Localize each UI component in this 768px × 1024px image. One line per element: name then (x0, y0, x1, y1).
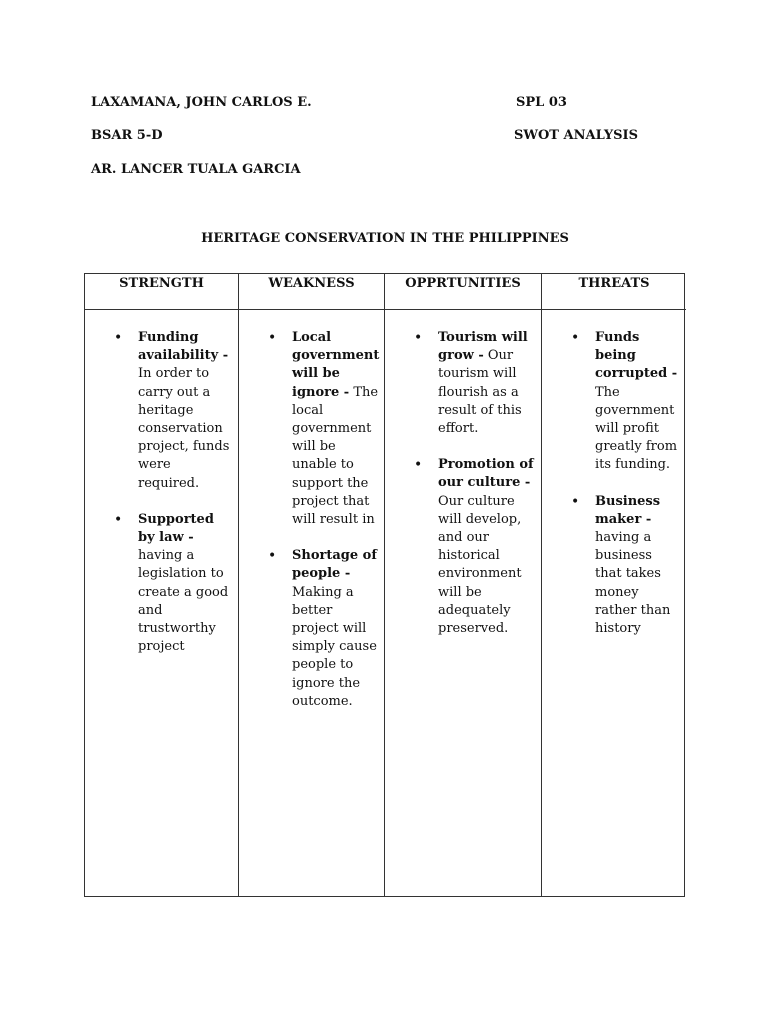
item-text: In order to carry out a heritage conservation project, funds were required. (138, 366, 230, 491)
item-title: Funds being corrupted - (595, 330, 678, 382)
instructor-name: AR. LANCER TUALA GARCIA (91, 162, 301, 177)
item-text: The government will profit greatly from its funding. (595, 384, 678, 473)
weakness-column (238, 274, 384, 896)
document-title: HERITAGE CONSERVATION IN THE PHILIPPINES (201, 231, 569, 246)
item-text: The local government will be unable to support the project that will result in (292, 384, 379, 528)
assignment-title: SWOT ANALYSIS (514, 128, 639, 143)
item-title: Promotion of our culture - (438, 457, 534, 491)
item-title: Shortage of people - (292, 548, 377, 582)
threats-list (542, 310, 686, 638)
item-title: Supported by law - (138, 511, 214, 546)
student-name: LAXAMANA, JOHN CARLOS E. (91, 95, 312, 110)
threats-column (541, 274, 686, 896)
course-code: SPL 03 (516, 95, 567, 110)
list-item (239, 547, 384, 711)
item-title: Business maker - (595, 493, 661, 527)
strength-column (85, 274, 238, 896)
list-item (385, 456, 541, 638)
list-item (385, 329, 541, 438)
strength-heading: STRENGTH (85, 274, 238, 310)
strength-list (85, 310, 238, 656)
item-text: Making a better project will simply cause people to ignore the outcome. (292, 584, 377, 709)
list-item (239, 329, 384, 529)
opportunities-heading: OPPRTUNITIES (385, 274, 541, 310)
item-text: having a legislation to create a good and trustworthy project (138, 548, 229, 655)
list-item (542, 329, 686, 475)
weakness-list (239, 310, 384, 711)
list-item (85, 511, 238, 657)
item-title: Funding availability - (138, 330, 229, 364)
item-text: Our culture will develop, and our historical environment will be adequately preserved. (438, 493, 522, 637)
item-title: Local government will be ignore - (292, 330, 380, 400)
item-text: having a business that takes money rather than history (595, 530, 671, 637)
list-item (85, 329, 238, 493)
weakness-heading: WEAKNESS (239, 274, 384, 310)
opportunities-column (384, 274, 541, 896)
item-text: Our tourism will flourish as a result of this effort. (438, 348, 522, 437)
swot-table (84, 273, 685, 897)
list-item (542, 493, 686, 639)
item-title: Tourism will grow - (438, 330, 528, 364)
opportunities-list (385, 310, 541, 638)
student-section: BSAR 5-D (91, 128, 163, 143)
threats-heading: THREATS (542, 274, 686, 310)
